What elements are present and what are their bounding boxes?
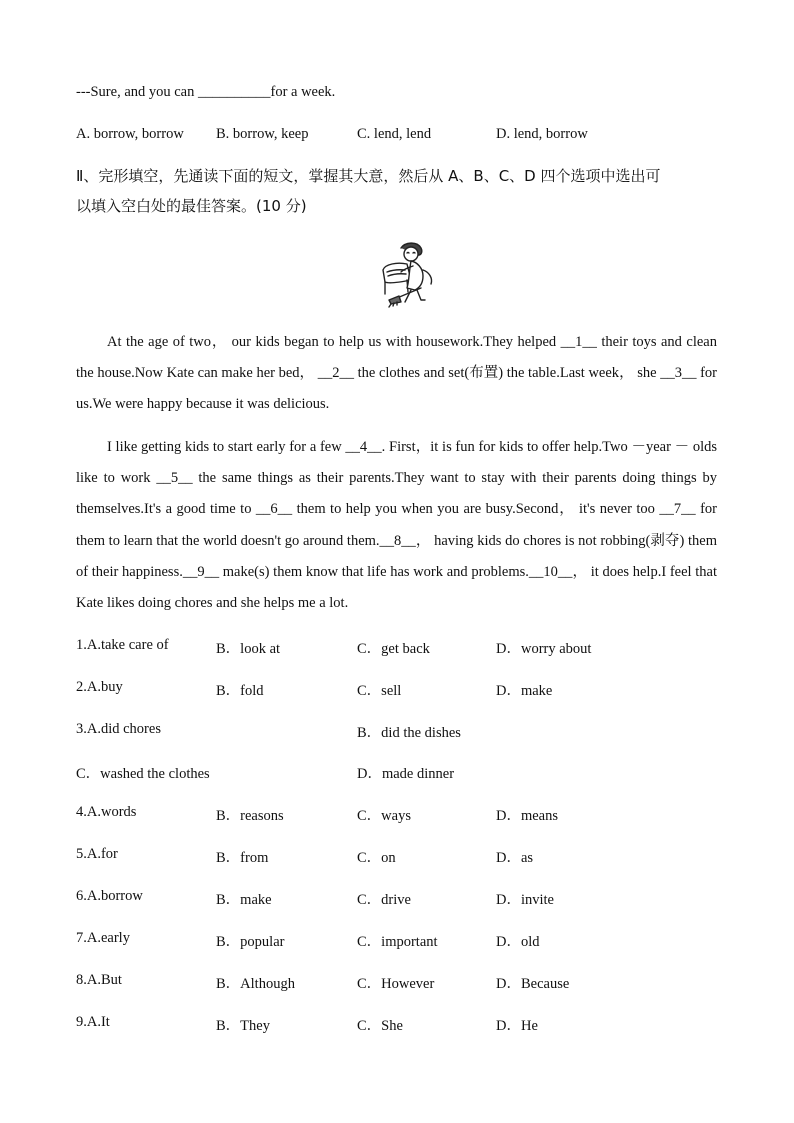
option-c: C．However (357, 976, 435, 992)
section-heading-line-2: 以填入空白处的最佳答案。(10 分) (76, 197, 307, 215)
option-d: D．worry about (496, 641, 592, 657)
option-a: 6.A.borrow (76, 888, 143, 904)
option-d: D．He (496, 1018, 538, 1034)
option-d: D．means (496, 808, 559, 824)
passage-paragraph-1: At the age of two， our kids began to help us with housework.They helped __1__ their toys and clean the house.Now Kate can make her bed， __2__ the clothes and set(布置) the table.Last week， she __3__ for us.We were happy because it was delicious. (76, 334, 717, 413)
option-b: B．from (216, 850, 269, 866)
option-c: C. lend, lend (357, 126, 432, 142)
option-d: D．as (496, 850, 534, 866)
option-b: B．did the dishes (357, 725, 461, 741)
option-b: B．They (216, 1018, 270, 1034)
option-b: B．fold (216, 683, 264, 699)
option-d: D．old (496, 934, 540, 950)
question-prompt: ---Sure, and you can __________for a week. (76, 84, 336, 100)
option-b: B．Although (216, 976, 295, 992)
option-a: 9.A.It (76, 1014, 110, 1030)
option-d: D. lend, borrow (496, 126, 588, 142)
option-d: D．make (496, 683, 553, 699)
option-b: B．popular (216, 934, 285, 950)
option-b: B. borrow, keep (216, 126, 309, 142)
option-c: C．sell (357, 683, 402, 699)
option-a: 3.A.did chores (76, 721, 161, 737)
option-c: C．She (357, 1018, 403, 1034)
option-a: 4.A.words (76, 804, 137, 820)
option-c: C．on (357, 850, 396, 866)
option-a: A. borrow, borrow (76, 126, 184, 142)
option-c: C．ways (357, 808, 411, 824)
option-d: D．Because (496, 976, 570, 992)
option-d: D．made dinner (357, 766, 455, 782)
option-a: 5.A.for (76, 846, 118, 862)
option-a: 1.A.take care of (76, 637, 169, 653)
option-b: B．reasons (216, 808, 284, 824)
option-b: B．make (216, 892, 272, 908)
child-cleaning-illustration (377, 240, 443, 308)
illustration-drawing (377, 240, 443, 308)
passage-paragraph-2: I like getting kids to start early for a few __4__. First，it is fun for kids to offer help.Two －year － olds like to work __5__ the same things as their parents.They want to stay with their parents doing things by themselves.It's a good time to __6__ them to help you when you are busy.Second， it's never too __7__ for them to learn that the world doesn't go around them.__8__， having kids do chores is not robbing(剥夺) them of their happiness.__9__ make(s) them know that life has work and problems.__10__， it does help.I feel that Kate likes doing chores and she helps me a lot. (76, 439, 717, 612)
option-b: B．look at (216, 641, 281, 657)
option-a: 8.A.But (76, 972, 122, 988)
option-a: 2.A.buy (76, 679, 123, 695)
option-d: D．invite (496, 892, 554, 908)
option-c: C．drive (357, 892, 411, 908)
option-c: C．important (357, 934, 438, 950)
option-a: 7.A.early (76, 930, 130, 946)
option-c: C．washed the clothes (76, 766, 210, 782)
option-c: C．get back (357, 641, 430, 657)
section-heading-line-1: Ⅱ、完形填空，先通读下面的短文，掌握其大意，然后从 A、B、C、D 四个选项中选出可 (76, 167, 661, 185)
